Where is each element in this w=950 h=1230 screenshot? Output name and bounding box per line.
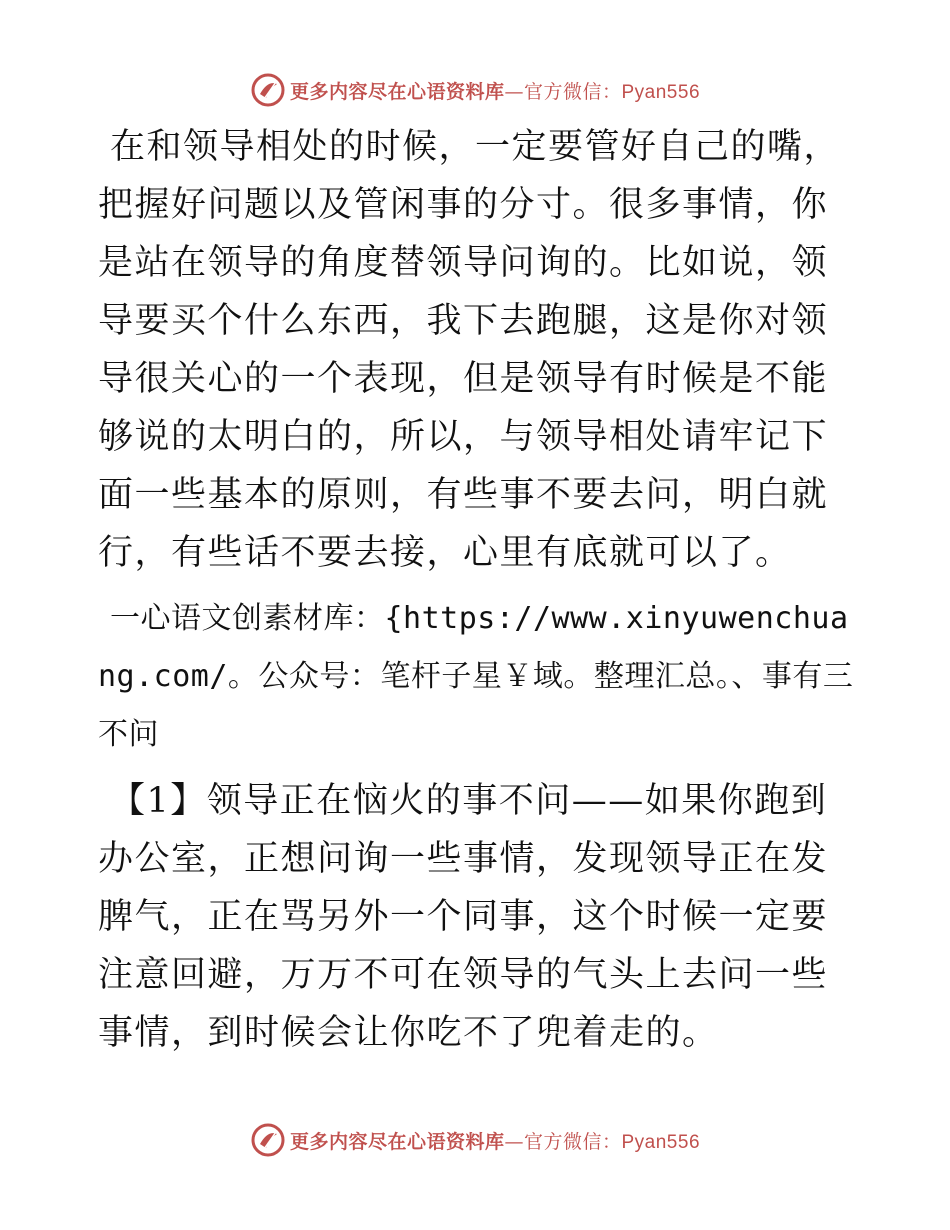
- footer-promo-text: 更多内容尽在心语资料库: [289, 1130, 505, 1153]
- paragraph-source: 一心语文创素材库：{https://www.xinyuwenchuang.com/。公众号：笔杆子星￥域。整理汇总。、事有三不问: [98, 601, 854, 752]
- brand-logo-icon: [250, 72, 286, 108]
- document-body: [98, 118, 858, 1062]
- header-promo-text: 更多内容尽在心语资料库: [289, 80, 505, 103]
- header-separator: —: [504, 80, 524, 103]
- footer-separator: —: [504, 1130, 524, 1153]
- footer-banner: [0, 1120, 950, 1160]
- footer-banner-text: [290, 1127, 700, 1154]
- header-banner-text: [290, 77, 700, 104]
- header-contact: 官方微信：Pyan556: [524, 81, 701, 103]
- paragraph-rule-1: 【1】领导正在恼火的事不问——如果你跑到办公室，正想问询一些事情，发现领导正在发脾气，正在骂另外一个同事，这个时候一定要注意回避，万万不可在领导的气头上去问一些事情，到时候会让你吃不了兜着走的。: [98, 781, 829, 1053]
- header-banner: [0, 70, 950, 110]
- paragraph-intro: 在和领导相处的时候，一定要管好自己的嘴，把握好问题以及管闲事的分寸。很多事情，你是站在领导的角度替领导问询的。比如说，领导要买个什么东西，我下去跑腿，这是你对领导很关心的一个表现，但是领导有时候是不能够说的太明白的，所以，与领导相处请牢记下面一些基本的原则，有些事不要去问，明白就行，有些话不要去接，心里有底就可以了。: [98, 127, 841, 573]
- brand-logo-icon: [250, 1122, 286, 1158]
- footer-contact: 官方微信：Pyan556: [524, 1131, 701, 1153]
